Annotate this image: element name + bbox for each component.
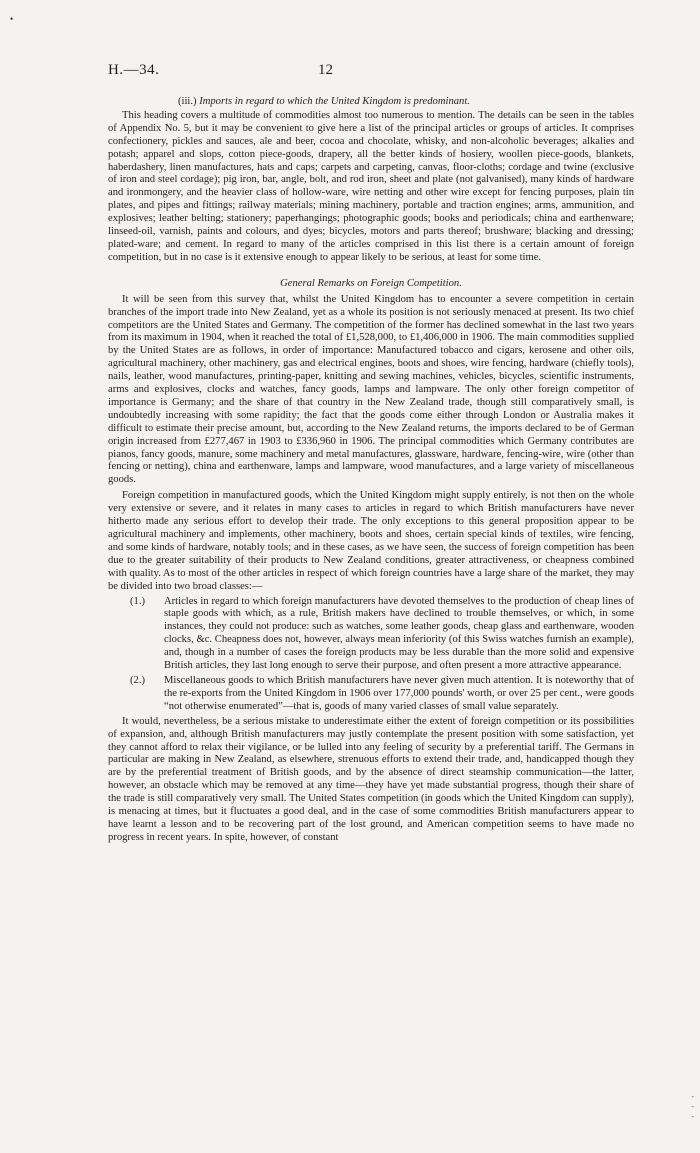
list-marker: (2.) <box>130 674 146 686</box>
list-item-text: Miscellaneous goods to which British manufacturers have never given much attention. It is noteworthy that of the re-exports from the United Kingdom in 1906 over 177,000 pounds' worth, or over 25 per cent., were goods “not otherwise enumerated”—that is, goods of many varied classes of small value separately. <box>164 674 634 712</box>
paragraph-imports: This heading covers a multitude of commodities almost too numerous to mention. The details can be seen in the tables of Appendix No. 5, but it may be convenient to give here a list of the principal articles or groups of articles. It comprises confectionery, pickles and sauces, ale and beer, cocoa and chocolate, whisky, and non-alcoholic beverages; alkalies and potash; apparel and slops, cotton piece-goods, drapery, all the better kinds of hosiery, woollen piece-goods, blankets, haberdashery, linen manufactures, hats and caps; carpets and carpeting, canvas, floor-cloths; cordage and twine (exclusive of iron and steel cordage); pig iron, bar, angle, bolt, and rod iron, sheet and plate (not galvanised), many kinds of hardware and ironmongery, and the heavier class of hollow-ware, wire netting and other wire except for fencing purposes, plain tin plates, and pipes and fittings; railway materials; mining machinery, portable and traction engines; arms, ammunition, and explosives; leather belting; stationery; paperhangings; photographic goods; books and periodicals; china and earthenware; linseed-oil, varnish, paints and colours, and dyes; bicycles, motors and parts thereof; brushware; blacking and dressing; plated-ware; and cement. In regard to many of the articles comprised in this list there is a certain amount of foreign competition, but in no case is it extensive enough to appear likely to be serious, at least for some time. <box>108 109 634 263</box>
paragraph-foreign-competition: Foreign competition in manufactured goods, which the United Kingdom might supply entirely, is not then on the whole very extensive or severe, and it relates in many cases to articles in regard to which British manufacturers have never hitherto made any serious effort to develop their trade. The only exceptions to this general proposition appear to be agricultural machinery and implements, other machinery, boots and shoes, certain special kinds of textiles, wire fencing, and some kinds of hardware, notably tools; and in these cases, as we have seen, the success of foreign competition has been due to the greater suitability of their products to New Zealand conditions, greater attractiveness, or cheapness combined with quality. As to most of the other articles in respect of which foreign countries have a large share of the market, they may be divided into two broad classes:— <box>108 490 634 592</box>
page-body <box>108 96 634 845</box>
page-header <box>108 62 634 82</box>
list-marker: (1.) <box>130 595 146 607</box>
list-item <box>108 675 634 714</box>
classes-list <box>108 596 634 714</box>
paragraph-conclusion: It would, nevertheless, be a serious mistake to underestimate either the extent of foreign competition or its possibilities of expansion, and, although British manufacturers may justly contemplate the present position with some satisfaction, yet they cannot afford to relax their vigilance, or be lulled into any feeling of security by a preferential tariff. The Germans in particular are making in New Zealand, as elsewhere, strenuous efforts to extend their trade, and, handicapped though they are by the preferential treatment of British goods, and by the absence of direct steamship communication—the latter, however, an obstacle which may be removed at any time—they have yet made substantial progress, though their share of the trade is still comparatively very small. The United States competition (in goods which the United Kingdom can supply), is menacing at times, but it fluctuates a good deal, and in the case of some commodities British manufacturers appear to have learnt a lesson and to be recovering part of the lost ground, and American competition seems to have made no progress in recent years. In spite, however, of constant <box>108 715 634 843</box>
section-numeral: (iii.) <box>178 96 197 107</box>
margin-dot: • <box>10 14 14 24</box>
edge-marks: - - - <box>691 1092 694 1121</box>
document-reference: H.—34. <box>108 62 160 78</box>
section-heading-imports <box>108 96 634 109</box>
page-number: 12 <box>318 62 333 78</box>
section-title: Imports in regard to which the United Kingdom is predominant. <box>199 96 470 107</box>
list-item <box>108 596 634 673</box>
paragraph-survey: It will be seen from this survey that, whilst the United Kingdom has to encounter a severe competition in certain branches of the import trade into New Zealand, yet as a whole its position is not seriously menaced at present. Its two chief competitors are the United States and Germany. The competition of the former has declined somewhat in the last two years from its maximum in 1904, when it reached the total of £1,528,000, to £1,406,000 in 1906. The main commodities supplied by the United States are as follows, in order of importance: Manufactured tobacco and cigars, kerosene and other oils, agricultural machinery, other machinery, gas and electrical engines, boots and shoes, wire fencing, hardware (chiefly tools), nails, leather, wood manufactures, printing-paper, knitting and sewing machines, vehicles, bicycles, scientific instruments, arms and explosives, clocks and watches, fancy goods, lamps and lampware. The only other foreign competitor of importance is Germany; and the share of that country in the New Zealand trade, though still comparatively small, is undoubtedly increasing with some rapidity; the fact that the goods come either through London or Australia makes it difficult to estimate their precise amount, but, according to the New Zealand returns, the imports declared to be of German origin increased from £277,467 in 1903 to £336,960 in 1906. The principal commodities which Germany contributes are pianos, fancy goods, manure, some machinery and metal manufactures, glassware, hardware, fencing-wire, wire (other than fencing or netting), china and earthenware, lamps and lampware, wood manufactures, and a large variety of miscellaneous goods. <box>108 293 634 486</box>
list-item-text: Articles in regard to which foreign manufacturers have devoted themselves to the production of cheap lines of staple goods with which, as a rule, British makers have declined to trouble themselves, or which, in some instances, they could not produce: such as watches, some leather goods, cheap glass and earthenware, wooden clocks, &c. Cheapness does not, however, always mean inferiority (of this Swiss watches furnish an example), and, though in a number of cases the foreign products may be less durable than the more solid and expensive British articles, they last long enough to serve their purpose, and often present a more attractive appearance. <box>164 595 634 672</box>
section-heading-general-remarks: General Remarks on Foreign Competition. <box>280 277 462 289</box>
